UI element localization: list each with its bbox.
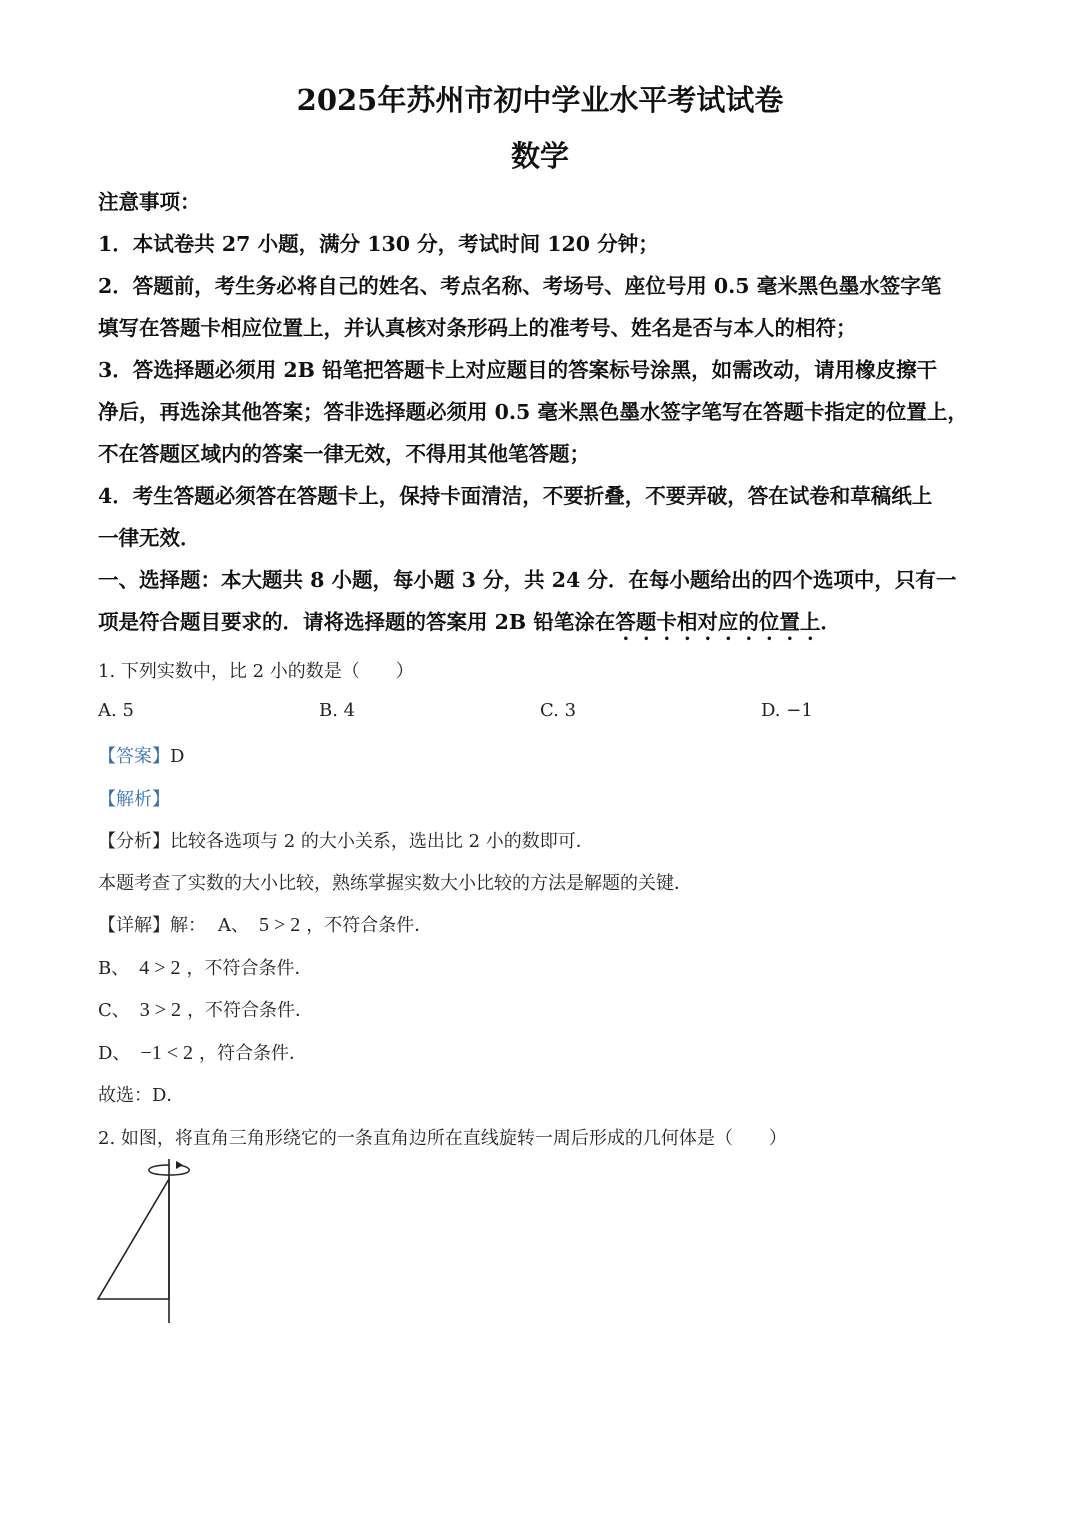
fenxi-tag: 【分析】 (98, 831, 170, 852)
step-d-math: −1 < 2 (140, 1042, 193, 1064)
notice-item-4-line-2: 一律无效． (98, 526, 201, 550)
q1-option-b: B. 4 (319, 700, 356, 721)
notice-item-2-line-2: 填写在答题卡相应位置上，并认真核对条形码上的准考号、姓名是否与本人的相符； (98, 316, 857, 340)
step-d-lead: D、 (98, 1043, 131, 1064)
step-c-tail: ，不符合条件． (187, 1000, 314, 1021)
q1-detail-step-a (98, 911, 432, 937)
step-b-math: 4 > 2 (139, 957, 181, 979)
fenxi-text: 比较各选项与 2 的大小关系，选出比 2 小的数即可． (170, 831, 594, 852)
notice-item-3-line-2: 净后，再选涂其他答案；答非选择题必须用 0.5 毫米黑色墨水签字笔写在答题卡指定的位置上， (98, 400, 968, 424)
section-1-line-2 (98, 601, 988, 643)
analysis-tag: 【解析】 (98, 789, 170, 810)
q1-detail-step-d (98, 1039, 307, 1065)
exam-title: 2025年苏州市初中学业水平考试试卷 (296, 83, 784, 117)
answer-value: D (170, 746, 185, 767)
detail-prefix: 解： (170, 915, 206, 936)
notice-item-1: 1．本试卷共 27 小题，满分 130 分，考试时间 120 分钟； (98, 232, 659, 256)
q1-detail-step-b (98, 954, 313, 980)
q1-summary: 本题考查了实数的大小比较，熟练掌握实数大小比较的方法是解题的关键． (98, 873, 692, 894)
q1-answer (98, 742, 184, 768)
answer-tag: 【答案】 (98, 746, 170, 767)
section-1-emphasis: 答题卡相对应的位置上 (615, 610, 821, 634)
q1-fenxi (98, 827, 594, 853)
q2-stem: 2. 如图，将直角三角形绕它的一条直角边所在直线旋转一周后形成的几何体是（ ） (98, 1128, 787, 1149)
right-triangle (98, 1179, 169, 1299)
detail-tag: 【详解】 (98, 915, 170, 936)
step-a-tail: ，不符合条件． (306, 915, 433, 936)
notice-item-2-line-1: 2．答题前，考生务必将自己的姓名、考点名称、考场号、座位号用 0.5 毫米黑色墨水签字笔 (98, 274, 942, 298)
step-a-lead: A、 (218, 915, 249, 936)
step-b-lead: B、 (98, 958, 130, 979)
notice-section (98, 181, 988, 643)
arrow-head-icon (176, 1161, 183, 1169)
section-1-line-2-text: 项是符合题目要求的．请将选择题的答案用 2B 铅笔涂在 (98, 610, 616, 634)
q1-option-c: C. 3 (540, 700, 577, 721)
step-c-math: 3 > 2 (139, 999, 182, 1021)
q1-option-a: A. 5 (98, 700, 134, 721)
notice-heading: 注意事项： (98, 190, 201, 214)
q1-analysis (98, 785, 170, 811)
right-triangle-rotation-figure (90, 1155, 210, 1330)
notice-item-3-line-1: 3．答选择题必须用 2B 铅笔把答题卡上对应题目的答案标号涂黑，如需改动，请用橡皮擦干 (98, 358, 938, 382)
q1-option-d: D. −1 (761, 700, 813, 721)
step-b-tail: ，不符合条件． (186, 958, 313, 979)
step-d-tail: ，符合条件． (199, 1043, 307, 1064)
q1-stem: 1. 下列实数中，比 2 小的数是（ ） (98, 661, 414, 682)
notice-item-4-line-1: 4．考生答题必须答在答题卡上，保持卡面清洁，不要折叠，不要弄破，答在试卷和草稿纸上 (98, 484, 933, 508)
section-1-line-2-end: ． (820, 610, 841, 634)
step-a-math: 5 > 2 (259, 914, 301, 936)
q1-detail-step-c (98, 996, 313, 1022)
exam-subject: 数学 (510, 139, 569, 173)
step-c-lead: C、 (98, 1000, 130, 1021)
section-1-line-1: 一、选择题：本大题共 8 小题，每小题 3 分，共 24 分．在每小题给出的四个选项中，只有一 (98, 568, 957, 592)
notice-item-3-line-3: 不在答题区域内的答案一律无效，不得用其他笔答题； (98, 442, 590, 466)
q1-conclusion: 故选：D． (98, 1085, 185, 1106)
